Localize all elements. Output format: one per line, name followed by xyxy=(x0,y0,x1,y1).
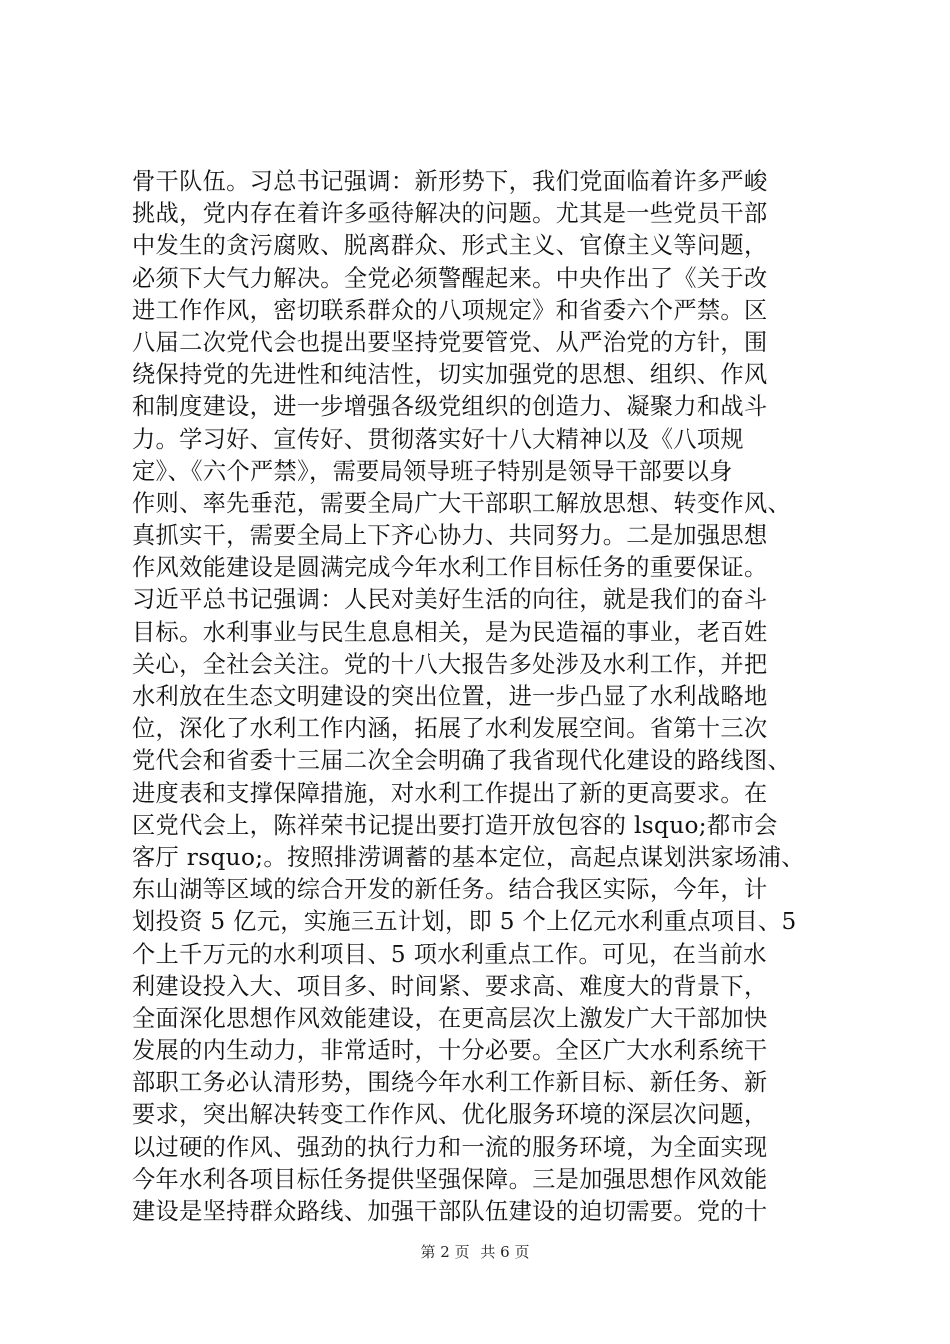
text-line: 利建设投入大、项目多、时间紧、要求高、难度大的背景下， xyxy=(132,972,768,1000)
text-line: 个上千万元的水利项目、5 项水利重点工作。可见，在当前水 xyxy=(132,940,767,968)
text-line: 水利放在生态文明建设的突出位置，进一步凸显了水利战略地 xyxy=(132,683,768,710)
text-line: 以过硬的作风、强劲的执行力和一流的服务环境，为全面实现 xyxy=(132,1133,768,1161)
text-line: 关心，全社会关注。党的十八大报告多处涉及水利工作，并把 xyxy=(132,650,768,678)
page-total: 共 6 页 xyxy=(480,1243,530,1261)
text-line: 力。学习好、宣传好、贯彻落实好十八大精神以及《八项规 xyxy=(132,425,744,453)
text-line: 中发生的贪污腐败、脱离群众、形式主义、官僚主义等问题， xyxy=(132,232,768,260)
text-line: 党代会和省委十三届二次全会明确了我省现代化建设的路线图、 xyxy=(132,747,792,775)
text-line: 东山湖等区域的综合开发的新任务。结合我区实际，今年，计 xyxy=(132,876,768,904)
text-line: 真抓实干，需要全局上下齐心协力、共同努力。二是加强思想 xyxy=(132,522,768,550)
text-line: 绕保持党的先进性和纯洁性，切实加强党的思想、组织、作风 xyxy=(132,361,768,389)
text-line: 骨干队伍。习总书记强调：新形势下，我们党面临着许多严峻 xyxy=(132,168,768,195)
body-text xyxy=(132,166,832,1228)
text-line: 习近平总书记强调：人民对美好生活的向往，就是我们的奋斗 xyxy=(132,586,768,614)
text-line: 全面深化思想作风效能建设，在更高层次上激发广大干部加快 xyxy=(132,1004,768,1032)
text-line: 定》、《六个严禁》，需要局领导班子特别是领导干部要以身 xyxy=(132,457,733,485)
text-line: 挑战，党内存在着许多亟待解决的问题。尤其是一些党员干部 xyxy=(132,200,768,228)
text-line: 进度表和支撑保障措施，对水利工作提出了新的更高要求。在 xyxy=(132,779,768,807)
text-line: 部职工务必认清形势，围绕今年水利工作新目标、新任务、新 xyxy=(132,1069,768,1097)
text-line: 和制度建设，进一步增强各级党组织的创造力、凝聚力和战斗 xyxy=(132,393,768,421)
text-line: 区党代会上，陈祥荣书记提出要打造开放包容的 lsquo;都市会 xyxy=(132,811,778,839)
text-line: 位，深化了水利工作内涵，拓展了水利发展空间。省第十三次 xyxy=(132,715,768,743)
text-line: 要求，突出解决转变工作作风、优化服务环境的深层次问题， xyxy=(132,1101,768,1129)
text-line: 进工作作风，密切联系群众的八项规定》和省委六个严禁。区 xyxy=(132,296,768,324)
text-line: 作则、率先垂范，需要全局广大干部职工解放思想、转变作风、 xyxy=(132,489,792,517)
text-line: 必须下大气力解决。全党必须警醒起来。中央作出了《关于改 xyxy=(132,264,768,292)
page-footer xyxy=(0,1242,950,1262)
text-line: 作风效能建设是圆满完成今年水利工作目标任务的重要保证。 xyxy=(132,554,768,582)
page-number: 第 2 页 xyxy=(420,1243,470,1261)
text-line: 发展的内生动力，非常适时，十分必要。全区广大水利系统干 xyxy=(132,1037,768,1065)
text-line: 客厅 rsquo;。按照排涝调蓄的基本定位，高起点谋划洪家场浦、 xyxy=(132,843,805,871)
text-line: 建设是坚持群众路线、加强干部队伍建设的迫切需要。党的十 xyxy=(132,1198,768,1225)
text-line: 今年水利各项目标任务提供坚强保障。三是加强思想作风效能 xyxy=(132,1165,768,1193)
text-line: 目标。水利事业与民生息息相关，是为民造福的事业，老百姓 xyxy=(132,618,768,646)
text-line: 八届二次党代会也提出要坚持党要管党、从严治党的方针，围 xyxy=(132,328,768,356)
text-line: 划投资 5 亿元，实施三五计划，即 5 个上亿元水利重点项目、5 xyxy=(132,908,797,936)
